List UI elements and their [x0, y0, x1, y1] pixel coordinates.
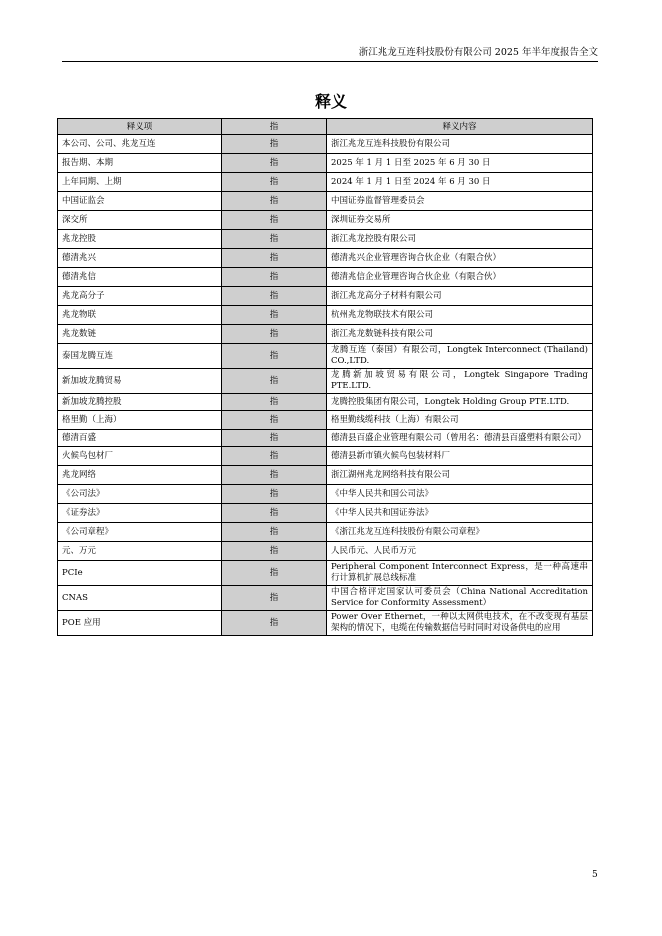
term-cell: PCIe — [58, 561, 222, 586]
definition-cell: 人民币元、人民币万元 — [327, 542, 593, 561]
ref-cell: 指 — [222, 268, 327, 287]
table-row — [58, 611, 593, 636]
table-row — [58, 268, 593, 287]
table-row — [58, 561, 593, 586]
definition-cell: 2025 年 1 月 1 日至 2025 年 6 月 30 日 — [327, 154, 593, 173]
ref-cell: 指 — [222, 504, 327, 523]
ref-cell: 指 — [222, 411, 327, 430]
term-cell: 火候鸟包材厂 — [58, 447, 222, 466]
ref-cell: 指 — [222, 447, 327, 466]
term-cell: 报告期、本期 — [58, 154, 222, 173]
ref-cell: 指 — [222, 611, 327, 636]
ref-cell: 指 — [222, 394, 327, 411]
table-row — [58, 192, 593, 211]
definition-cell: 中国证券监督管理委员会 — [327, 192, 593, 211]
definition-cell: 浙江湖州兆龙网络科技有限公司 — [327, 466, 593, 485]
definition-cell: 浙江兆龙高分子材料有限公司 — [327, 287, 593, 306]
term-cell: 德清兆信 — [58, 268, 222, 287]
ref-cell: 指 — [222, 430, 327, 447]
ref-cell: 指 — [222, 561, 327, 586]
definition-cell: 《中华人民共和国证券法》 — [327, 504, 593, 523]
table-row — [58, 466, 593, 485]
table-row — [58, 230, 593, 249]
header-title: 浙江兆龙互连科技股份有限公司 2025 年半年度报告全文 — [358, 47, 598, 58]
definition-cell: 德清县百盛企业管理有限公司（曾用名：德清县百盛塑料有限公司） — [327, 430, 593, 447]
term-cell: 兆龙数链 — [58, 325, 222, 344]
ref-cell: 指 — [222, 523, 327, 542]
definition-cell: 深圳证券交易所 — [327, 211, 593, 230]
table-row — [58, 542, 593, 561]
ref-cell: 指 — [222, 344, 327, 369]
table-row — [58, 586, 593, 611]
term-cell: 元、万元 — [58, 542, 222, 561]
ref-cell: 指 — [222, 466, 327, 485]
table-row — [58, 447, 593, 466]
ref-cell: 指 — [222, 306, 327, 325]
table-row — [58, 523, 593, 542]
table-row — [58, 504, 593, 523]
table-row — [58, 306, 593, 325]
table-row — [58, 287, 593, 306]
definition-cell: 浙江兆龙互连科技股份有限公司 — [327, 135, 593, 154]
ref-cell: 指 — [222, 135, 327, 154]
ref-cell: 指 — [222, 211, 327, 230]
table-row — [58, 249, 593, 268]
definition-cell: 德清县新市镇火候鸟包装材料厂 — [327, 447, 593, 466]
term-cell: 本公司、公司、兆龙互连 — [58, 135, 222, 154]
ref-cell: 指 — [222, 542, 327, 561]
term-cell: 新加坡龙腾贸易 — [58, 369, 222, 394]
header-definition: 释义内容 — [327, 119, 593, 135]
page-number: 5 — [592, 870, 598, 880]
ref-cell: 指 — [222, 287, 327, 306]
table-row — [58, 211, 593, 230]
definition-cell: 龙腾互连（泰国）有限公司，Longtek Interconnect (Thailand) CO.,LTD. — [327, 344, 593, 369]
ref-cell: 指 — [222, 485, 327, 504]
term-cell: POE 应用 — [58, 611, 222, 636]
definitions-table — [57, 118, 593, 636]
definition-cell: 德清兆信企业管理咨询合伙企业（有限合伙） — [327, 268, 593, 287]
term-cell: 兆龙控股 — [58, 230, 222, 249]
table-row — [58, 430, 593, 447]
ref-cell: 指 — [222, 586, 327, 611]
definition-cell: 杭州兆龙物联技术有限公司 — [327, 306, 593, 325]
term-cell: 兆龙高分子 — [58, 287, 222, 306]
table-row — [58, 325, 593, 344]
table-row — [58, 394, 593, 411]
term-cell: 《公司法》 — [58, 485, 222, 504]
term-cell: 格里勤（上海） — [58, 411, 222, 430]
ref-cell: 指 — [222, 325, 327, 344]
definition-cell: 龙腾控股集团有限公司，Longtek Holding Group PTE.LTD. — [327, 394, 593, 411]
ref-cell: 指 — [222, 369, 327, 394]
table-row — [58, 369, 593, 394]
ref-cell: 指 — [222, 192, 327, 211]
ref-cell: 指 — [222, 249, 327, 268]
definition-cell: 德清兆兴企业管理咨询合伙企业（有限合伙） — [327, 249, 593, 268]
definition-cell: 龙腾新加坡贸易有限公司，Longtek Singapore Trading PTE.LTD. — [327, 369, 593, 394]
header-ref: 指 — [222, 119, 327, 135]
definition-cell: 《浙江兆龙互连科技股份有限公司章程》 — [327, 523, 593, 542]
header-term: 释义项 — [58, 119, 222, 135]
term-cell: CNAS — [58, 586, 222, 611]
page-title: 释义 — [314, 92, 347, 111]
term-cell: 上年同期、上期 — [58, 173, 222, 192]
table-row — [58, 411, 593, 430]
page-header — [62, 47, 598, 62]
definition-cell: 格里勤线缆科技（上海）有限公司 — [327, 411, 593, 430]
term-cell: 《公司章程》 — [58, 523, 222, 542]
term-cell: 兆龙网络 — [58, 466, 222, 485]
term-cell: 德清兆兴 — [58, 249, 222, 268]
term-cell: 新加坡龙腾控股 — [58, 394, 222, 411]
term-cell: 深交所 — [58, 211, 222, 230]
definition-cell: 2024 年 1 月 1 日至 2024 年 6 月 30 日 — [327, 173, 593, 192]
term-cell: 《证券法》 — [58, 504, 222, 523]
definition-cell: 中国合格评定国家认可委员会（China National Accreditation Service for Conformity Assessment） — [327, 586, 593, 611]
term-cell: 兆龙物联 — [58, 306, 222, 325]
definition-cell: Peripheral Component Interconnect Express，是一种高速串行计算机扩展总线标准 — [327, 561, 593, 586]
definition-cell: 浙江兆龙数链科技有限公司 — [327, 325, 593, 344]
table-row — [58, 173, 593, 192]
ref-cell: 指 — [222, 173, 327, 192]
ref-cell: 指 — [222, 154, 327, 173]
definition-cell: 《中华人民共和国公司法》 — [327, 485, 593, 504]
definition-cell: Power Over Ethernet，一种以太网供电技术，在不改变现有基层架构的情况下，电缆在传输数据信号时同时对设备供电的应用 — [327, 611, 593, 636]
term-cell: 泰国龙腾互连 — [58, 344, 222, 369]
ref-cell: 指 — [222, 230, 327, 249]
term-cell: 中国证监会 — [58, 192, 222, 211]
table-row — [58, 485, 593, 504]
term-cell: 德清百盛 — [58, 430, 222, 447]
table-row — [58, 344, 593, 369]
table-header-row — [58, 119, 593, 135]
table-row — [58, 135, 593, 154]
definition-cell: 浙江兆龙控股有限公司 — [327, 230, 593, 249]
table-row — [58, 154, 593, 173]
